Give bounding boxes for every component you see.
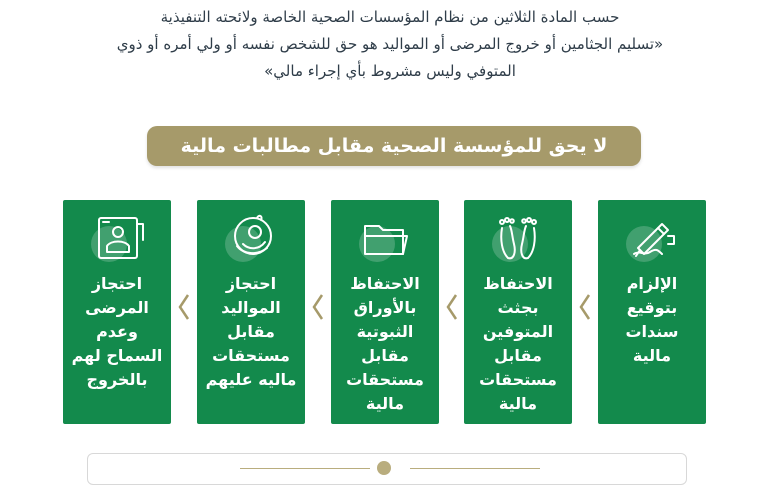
intro-line-3: المتوفي وليس مشروط بأي إجراء مالي»: [264, 62, 516, 80]
folder-icon: [357, 210, 413, 266]
banner-title: [147, 126, 641, 166]
intro-line-2: «تسليم الجثامين أو خروج المرضى أو المواليد هو حق للشخص نفسه أو ولي أمره أو ذوي: [116, 35, 664, 53]
newborn-icon: [223, 210, 279, 266]
chevron-left-icon: [177, 292, 191, 322]
card-label: الإلزام بتوقيع سندات مالية: [625, 274, 679, 365]
card-newborns: [197, 200, 305, 424]
intro-line-1: حسب المادة الثلاثين من نظام المؤسسات الصحية الخاصة ولائحته التنفيذية: [160, 8, 620, 26]
card-sign-bonds: [598, 200, 706, 424]
intro-paragraph: [60, 4, 720, 85]
chevron-left-icon: [578, 292, 592, 322]
footprints-icon: [490, 210, 546, 266]
patient-bed-icon: [89, 210, 145, 266]
card-label: احتجاز المواليد مقابل مستحقات ماليه عليهم: [205, 274, 297, 389]
pen-signature-icon: [624, 210, 680, 266]
card-label: احتجاز المرضى وعدم السماح لهم بالخروج: [71, 274, 163, 389]
divider-line: [410, 468, 540, 469]
divider-dot: [377, 461, 391, 475]
card-label: الاحتفاظ بالأوراق الثبوتية مقابل مستحقات مالية: [346, 274, 424, 413]
card-patients: [63, 200, 171, 424]
card-bodies: [464, 200, 572, 424]
banner-text: لا يحق للمؤسسة الصحية مقابل مطالبات مالية: [180, 135, 608, 157]
card-label: الاحتفاظ بجثث المتوفين مقابل مستحقات مالية: [479, 274, 557, 413]
chevron-left-icon: [445, 292, 459, 322]
card-documents: [331, 200, 439, 424]
divider-line: [240, 468, 370, 469]
chevron-left-icon: [311, 292, 325, 322]
